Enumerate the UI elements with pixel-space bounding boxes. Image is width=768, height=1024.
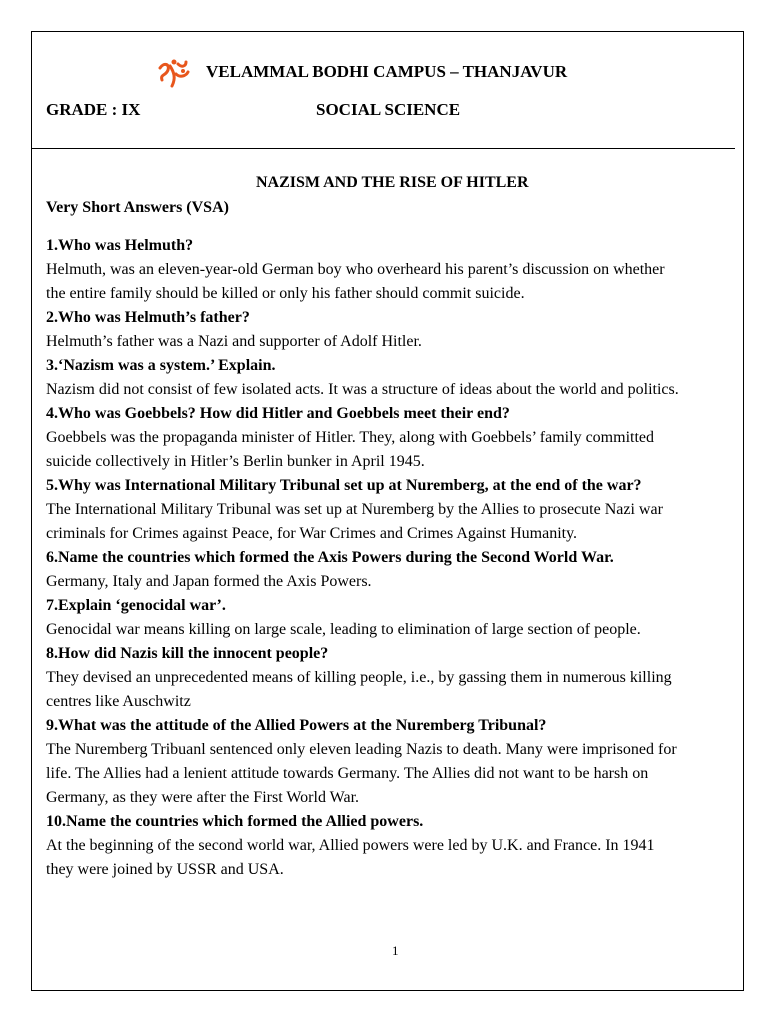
- answer-4-line-1: Goebbels was the propaganda minister of Hitler. They, along with Goebbels’ family committed: [46, 429, 654, 446]
- campus-name: VELAMMAL BODHI CAMPUS – THANJAVUR: [206, 62, 568, 81]
- chapter-title: NAZISM AND THE RISE OF HITLER: [256, 174, 529, 191]
- question-8: 8.How did Nazis kill the innocent people?: [46, 645, 329, 662]
- answer-8-line-1: They devised an unprecedented means of killing people, i.e., by gassing them in numerous killing: [46, 669, 672, 686]
- answer-4-line-2: suicide collectively in Hitler’s Berlin bunker in April 1945.: [46, 453, 425, 470]
- answer-5-line-1: The International Military Tribunal was set up at Nuremberg by the Allies to prosecute Nazi war: [46, 501, 663, 518]
- grade-label: GRADE : IX: [46, 100, 141, 119]
- answer-9-line-3: Germany, as they were after the First World War.: [46, 789, 360, 806]
- answer-3-line-1: Nazism did not consist of few isolated acts. It was a structure of ideas about the world and politics.: [46, 381, 679, 398]
- question-4: 4.Who was Goebbels? How did Hitler and Goebbels meet their end?: [46, 405, 510, 422]
- subject-label: SOCIAL SCIENCE: [316, 100, 461, 119]
- question-10: 10.Name the countries which formed the Allied powers.: [46, 813, 424, 830]
- question-2: 2.Who was Helmuth’s father?: [46, 309, 250, 326]
- question-9: 9.What was the attitude of the Allied Powers at the Nuremberg Tribunal?: [46, 717, 547, 734]
- answer-2-line-1: Helmuth’s father was a Nazi and supporter of Adolf Hitler.: [46, 333, 422, 350]
- page-number: 1: [392, 943, 399, 958]
- question-5: 5.Why was International Military Tribunal set up at Nuremberg, at the end of the war?: [46, 477, 642, 494]
- velammal-logo-icon: [156, 58, 190, 90]
- qa-list: [46, 234, 746, 882]
- section-title: Very Short Answers (VSA): [46, 199, 229, 216]
- question-6: 6.Name the countries which formed the Axis Powers during the Second World War.: [46, 549, 614, 566]
- answer-10-line-1: At the beginning of the second world war, Allied powers were led by U.K. and France. In 1941: [46, 837, 655, 854]
- answer-9-line-1: The Nuremberg Tribuanl sentenced only eleven leading Nazis to death. Many were imprisoned for: [46, 741, 677, 758]
- question-7: 7.Explain ‘genocidal war’.: [46, 597, 226, 614]
- answer-7-line-1: Genocidal war means killing on large scale, leading to elimination of large section of people.: [46, 621, 641, 638]
- question-1: 1.Who was Helmuth?: [46, 237, 194, 254]
- answer-8-line-2: centres like Auschwitz: [46, 693, 191, 710]
- answer-5-line-2: criminals for Crimes against Peace, for War Crimes and Crimes Against Humanity.: [46, 525, 578, 542]
- header-divider: [32, 148, 735, 149]
- answer-1-line-1: Helmuth, was an eleven-year-old German boy who overheard his parent’s discussion on whether: [46, 261, 665, 278]
- question-3: 3.‘Nazism was a system.’ Explain.: [46, 357, 276, 374]
- answer-1-line-2: the entire family should be killed or only his father should commit suicide.: [46, 285, 525, 302]
- answer-6-line-1: Germany, Italy and Japan formed the Axis Powers.: [46, 573, 372, 590]
- answer-9-line-2: life. The Allies had a lenient attitude towards Germany. The Allies did not want to be harsh on: [46, 765, 649, 782]
- answer-10-line-2: they were joined by USSR and USA.: [46, 861, 284, 878]
